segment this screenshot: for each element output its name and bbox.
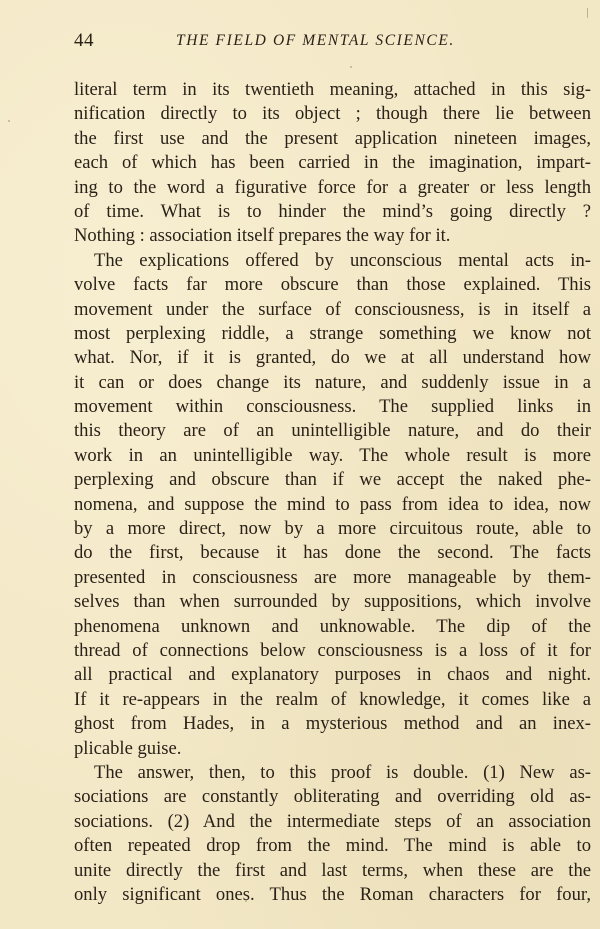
paper-speck <box>350 66 352 68</box>
text-line: nomena, and suppose the mind to pass from idea to idea, now <box>74 493 591 515</box>
text-line: plicable guise. <box>74 737 182 759</box>
paragraph-start-line: The explications offered by unconscious mental acts in- <box>94 249 591 271</box>
text-line: all practical and explanatory purposes in chaos and night. <box>74 664 591 686</box>
text-line: most perplexing riddle, a strange something we know not <box>74 322 591 344</box>
text-line: sociations. (2) And the intermediate steps of an association <box>74 810 591 832</box>
text-line: nification directly to its object ; though there lie between <box>74 103 591 125</box>
text-line: do the first, because it has done the second. The facts <box>74 542 591 564</box>
paper-speck <box>245 900 247 902</box>
text-line: literal term in its twentieth meaning, attached in this sig- <box>74 79 591 100</box>
text-line: movement under the surface of consciousness, is in itself a <box>74 298 591 320</box>
page-number: 44 <box>74 30 94 51</box>
text-line: ghost from Hades, in a mysterious method and an inex- <box>74 713 591 735</box>
text-line: thread of connections below consciousness is a loss of it for <box>74 639 591 661</box>
running-title: THE FIELD OF MENTAL SCIENCE. <box>176 32 455 49</box>
text-line: this theory are of an unintelligible nature, and do their <box>74 420 591 442</box>
text-line: Nothing : association itself prepares the way for it. <box>74 225 451 247</box>
text-line: often repeated drop from the mind. The mind is able to <box>74 835 591 857</box>
text-line: unite directly the first and last terms, when these are the <box>74 859 591 881</box>
text-line: presented in consciousness are more manageable by them- <box>74 566 591 588</box>
text-line: what. Nor, if it is granted, do we at all understand how <box>74 347 591 369</box>
text-line: work in an unintelligible way. The whole result is more <box>74 444 591 466</box>
text-line: sociations are constantly obliterating and overriding old as- <box>74 786 591 808</box>
paragraph-start-line: The answer, then, to this proof is double. (1) New as- <box>94 761 591 783</box>
text-line: of time. What is to hinder the mind’s going directly ? <box>74 200 591 222</box>
text-line: selves than when surrounded by suppositions, which involve <box>74 591 591 613</box>
paper-speck <box>587 8 588 18</box>
text-line: movement within consciousness. The supplied links in <box>74 396 591 418</box>
text-line: only significant ones. Thus the Roman characters for four, <box>74 883 591 905</box>
text-line: perplexing and obscure than if we accept the naked phe- <box>74 469 591 491</box>
text-line: ing to the word a figurative force for a greater or less length <box>74 176 591 198</box>
paper-speck <box>8 120 10 122</box>
body-text <box>74 78 591 907</box>
running-head <box>74 30 590 54</box>
text-line: If it re-appears in the realm of knowledge, it comes like a <box>74 688 591 710</box>
text-line: each of which has been carried in the imagination, impart- <box>74 152 591 174</box>
paper-speck <box>515 310 517 312</box>
text-line: the first use and the present application nineteen images, <box>74 127 591 149</box>
text-line: volve facts far more obscure than those explained. This <box>74 274 591 296</box>
text-line: by a more direct, now by a more circuitous route, able to <box>74 518 591 540</box>
text-line: it can or does change its nature, and suddenly issue in a <box>74 371 591 393</box>
text-line: phenomena unknown and unknowable. The dip of the <box>74 615 591 637</box>
